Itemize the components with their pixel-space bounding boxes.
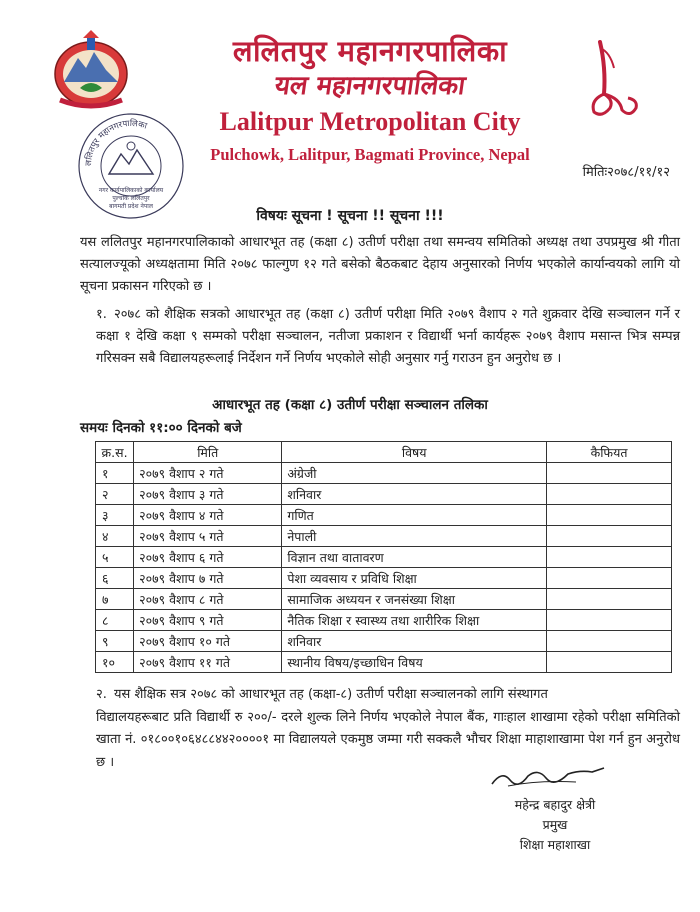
address: Pulchowk, Lalitpur, Bagmati Province, Nepal <box>210 145 530 164</box>
table-title: आधारभूत तह (कक्षा ८) उतीर्ण परीक्षा सञ्चालन तलिका <box>212 397 488 413</box>
table-row: ३ २०७९ वैशाप ४ गते गणित <box>96 505 672 526</box>
point-1-number: १. <box>96 307 107 322</box>
table-row: ६ २०७९ वैशाप ७ गते पेशा व्यवसाय र प्रविधि शिक्षा <box>96 568 672 589</box>
header-remarks: कैफियत <box>547 442 672 463</box>
seal-text: ललितपुर महानगरपालिका <box>83 118 148 167</box>
nepal-emblem-icon <box>50 30 132 110</box>
table-row: ४ २०७९ वैशाप ५ गते नेपाली <box>96 526 672 547</box>
signatory-post: प्रमुख <box>542 817 568 832</box>
point-2-line1: यस शैक्षिक सत्र २०७८ को आधारभूत तह (कक्षा-८) उतीर्ण परीक्षा सञ्चालनको लागि संस्थागत <box>114 687 548 702</box>
table-header-row <box>96 442 672 463</box>
point-2 <box>96 684 680 774</box>
table-row: २ २०७९ वैशाप ३ गते शनिवार <box>96 484 672 505</box>
point-2-text: विद्यालयहरूबाट प्रति विद्यार्थी रु २००/- दरले शुल्क लिने निर्णय भएकोले नेपाल बैंक, गाःहाल शाखामा रहेको परीक्षा समितिको खाता नं. ०१८००१०६४८८४४२००००१ मा विद्यालयले एकमुष्ठ जम्मा गरी सक्कलै भौचर शिक्षा माहाशाखामा पेश गर्न हुन अनुरोध छ । <box>96 709 680 770</box>
signatory-department: शिक्षा महाशाखा <box>519 837 591 852</box>
table-row: १ २०७९ वैशाप २ गते अंग्रेजी <box>96 463 672 484</box>
title-nepali: ललितपुर महानगरपालिका <box>232 34 508 68</box>
notice-date: मितिः२०७८/११/१२ <box>582 165 670 180</box>
svg-text:बागमती प्रदेश नेपाल: बागमती प्रदेश नेपाल <box>109 203 153 210</box>
point-1-text: २०७८ को शैक्षिक सत्रको आधारभूत तह (कक्षा ८) उतीर्ण परीक्षा मिति २०७९ वैशाप २ गते शुक्रवार देखि सञ्चालन गर्ने र कक्षा १ देखि कक्षा ९ सम्मको परीक्षा सञ्चालन, नतीजा प्रकाशन र विद्यार्थी भर्ना कार्यहरू २०७९ वैशाप मसान्त भित्र सम्पन्न गरिसक्न सबै विद्यालयहरूलाई निर्देशन गर्ने निर्णय भएकोले सोही अनुसार गर्नु गराउन हुन अनुरोध छ । <box>96 307 680 366</box>
intro-paragraph: यस ललितपुर महानगरपालिकाको आधारभूत तह (कक्षा ८) उतीर्ण परीक्षा तथा समन्वय समितिको अध्यक्ष तथा उपप्रमुख श्री गीता सत्यालज्यूको अध्यक्षतामा मिति २०७८ फाल्गुण १२ गते बसेको बैठकबाट देहाय अनुसारको निर्णय भएकोले कार्यान्वयको लागि यो सूचना प्रकासन गरिएको छ । <box>80 235 680 294</box>
svg-text:ललितपुर महानगरपालिका <box>83 118 148 166</box>
svg-text:नगर कार्यपालिकाको कार्यालय: नगर कार्यपालिकाको कार्यालय <box>98 187 164 194</box>
header-date: मिति <box>134 442 282 463</box>
title-script: यल महानगरपालिका <box>272 71 468 101</box>
signatory-name: महेन्द्र बहादुर क्षेत्री <box>514 797 596 812</box>
bell-logo-icon <box>580 38 642 120</box>
signature-icon <box>488 762 608 792</box>
table-row: ८ २०७९ वैशाप ९ गते नैतिक शिक्षा र स्वास्थ्य तथा शारीरिक शिक्षा <box>96 610 672 631</box>
svg-text:पुल्चोक ललितपुर: पुल्चोक ललितपुर <box>112 195 150 202</box>
header-serial: क्र.स. <box>96 442 134 463</box>
exam-time: समयः दिनको ११:०० दिनको बजे <box>80 420 242 436</box>
table-row: ९ २०७९ वैशाप १० गते शनिवार <box>96 631 672 652</box>
subject-heading: विषयः सूचना ! सूचना !! सूचना !!! <box>256 208 444 224</box>
table-row: ५ २०७९ वैशाप ६ गते विज्ञान तथा वातावरण <box>96 547 672 568</box>
table-row: १० २०७९ वैशाप ११ गते स्थानीय विषय/इच्छाधिन विषय <box>96 652 672 673</box>
exam-schedule-table <box>95 441 672 673</box>
title-english: Lalitpur Metropolitan City <box>219 107 521 136</box>
header-subject: विषय <box>282 442 547 463</box>
point-1 <box>96 304 680 370</box>
point-2-number: २. <box>96 687 107 702</box>
table-row: ७ २०७९ वैशाप ८ गते सामाजिक अध्ययन र जनसंख्या शिक्षा <box>96 589 672 610</box>
